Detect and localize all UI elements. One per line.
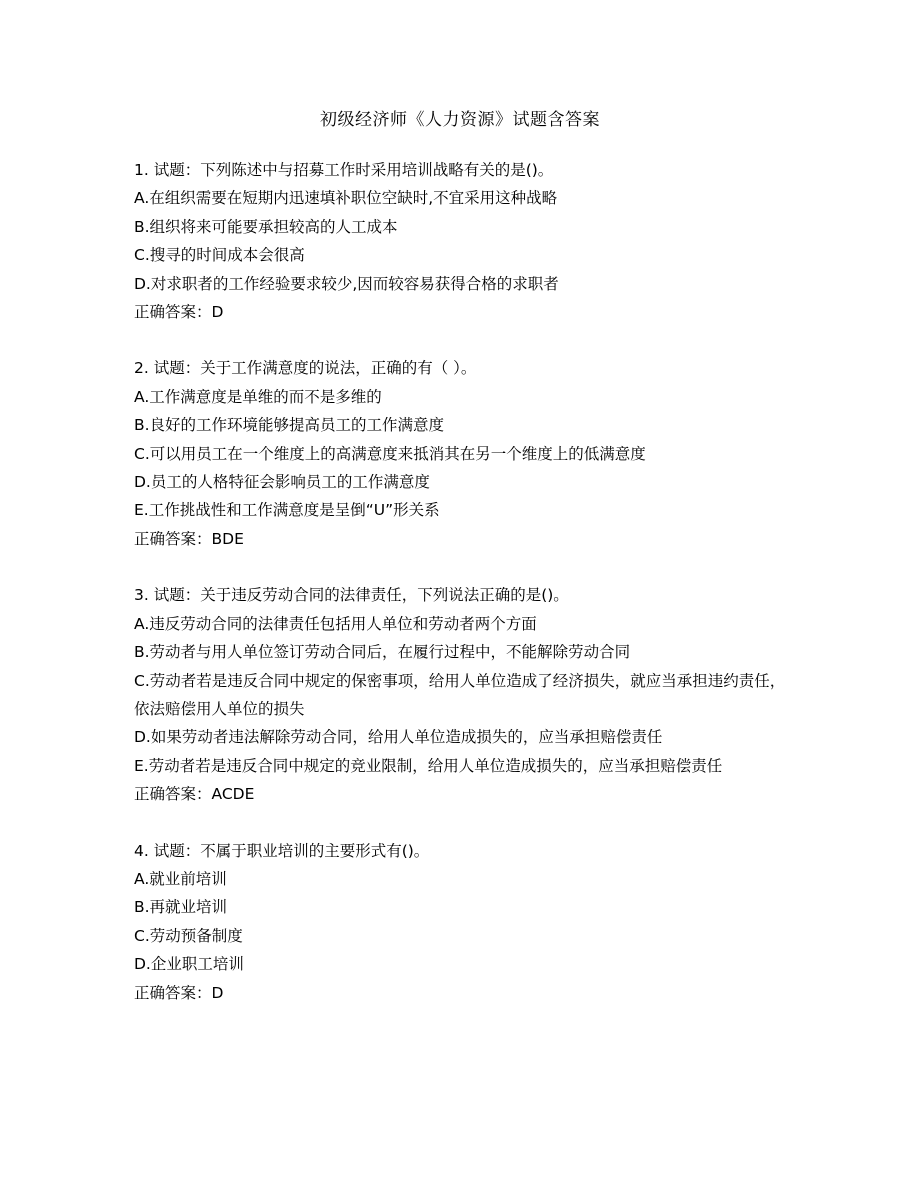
option-b: B.劳动者与用人单位签订劳动合同后，在履行过程中，不能解除劳动合同 bbox=[134, 643, 631, 662]
option-e: E.劳动者若是违反合同中规定的竞业限制，给用人单位造成损失的，应当承担赔偿责任 bbox=[134, 756, 723, 775]
option-a: A.违反劳动合同的法律责任包括用人单位和劳动者两个方面 bbox=[134, 614, 537, 633]
question-2 bbox=[134, 354, 794, 553]
question-list bbox=[134, 156, 794, 1035]
option-b: B.组织将来可能要承担较高的人工成本 bbox=[134, 217, 398, 236]
option-b: B.再就业培训 bbox=[134, 898, 228, 917]
option-b: B.良好的工作环境能够提高员工的工作满意度 bbox=[134, 416, 445, 435]
document-title: 初级经济师《人力资源》试题含答案 bbox=[320, 110, 600, 130]
correct-answer: 正确答案：D bbox=[134, 303, 224, 322]
question-stem: 3. 试题：关于违反劳动合同的法律责任，下列说法正确的是()。 bbox=[134, 586, 569, 605]
option-d: D.员工的人格特征会影响员工的工作满意度 bbox=[134, 473, 430, 492]
option-c: C.劳动者若是违反合同中规定的保密事项，给用人单位造成了经济损失，就应当承担违约责任，依法赔偿用人单位的损失 bbox=[134, 671, 786, 718]
option-c: C.劳动预备制度 bbox=[134, 926, 243, 945]
question-stem: 4. 试题：不属于职业培训的主要形式有()。 bbox=[134, 841, 430, 860]
option-a: A.工作满意度是单维的而不是多维的 bbox=[134, 387, 382, 406]
question-4 bbox=[134, 837, 794, 1007]
question-stem: 1. 试题：下列陈述中与招募工作时采用培训战略有关的是()。 bbox=[134, 161, 554, 179]
option-d: D.如果劳动者违法解除劳动合同，给用人单位造成损失的，应当承担赔偿责任 bbox=[134, 728, 663, 747]
correct-answer: 正确答案：ACDE bbox=[134, 785, 255, 804]
option-c: C.搜寻的时间成本会很高 bbox=[134, 246, 305, 265]
option-d: D.企业职工培训 bbox=[134, 955, 244, 974]
option-a: A.在组织需要在短期内迅速填补职位空缺时,不宜采用这种战略 bbox=[134, 189, 558, 208]
correct-answer: 正确答案：BDE bbox=[134, 529, 244, 548]
option-e: E.工作挑战性和工作满意度是呈倒“U”形关系 bbox=[134, 501, 440, 520]
option-a: A.就业前培训 bbox=[134, 869, 227, 888]
option-c: C.可以用员工在一个维度上的高满意度来抵消其在另一个维度上的低满意度 bbox=[134, 444, 646, 463]
question-3 bbox=[134, 581, 794, 808]
correct-answer: 正确答案：D bbox=[134, 983, 224, 1002]
question-1 bbox=[134, 156, 794, 326]
option-d: D.对求职者的工作经验要求较少,因而较容易获得合格的求职者 bbox=[134, 274, 559, 293]
question-stem: 2. 试题：关于工作满意度的说法，正确的有（ ）。 bbox=[134, 359, 477, 378]
